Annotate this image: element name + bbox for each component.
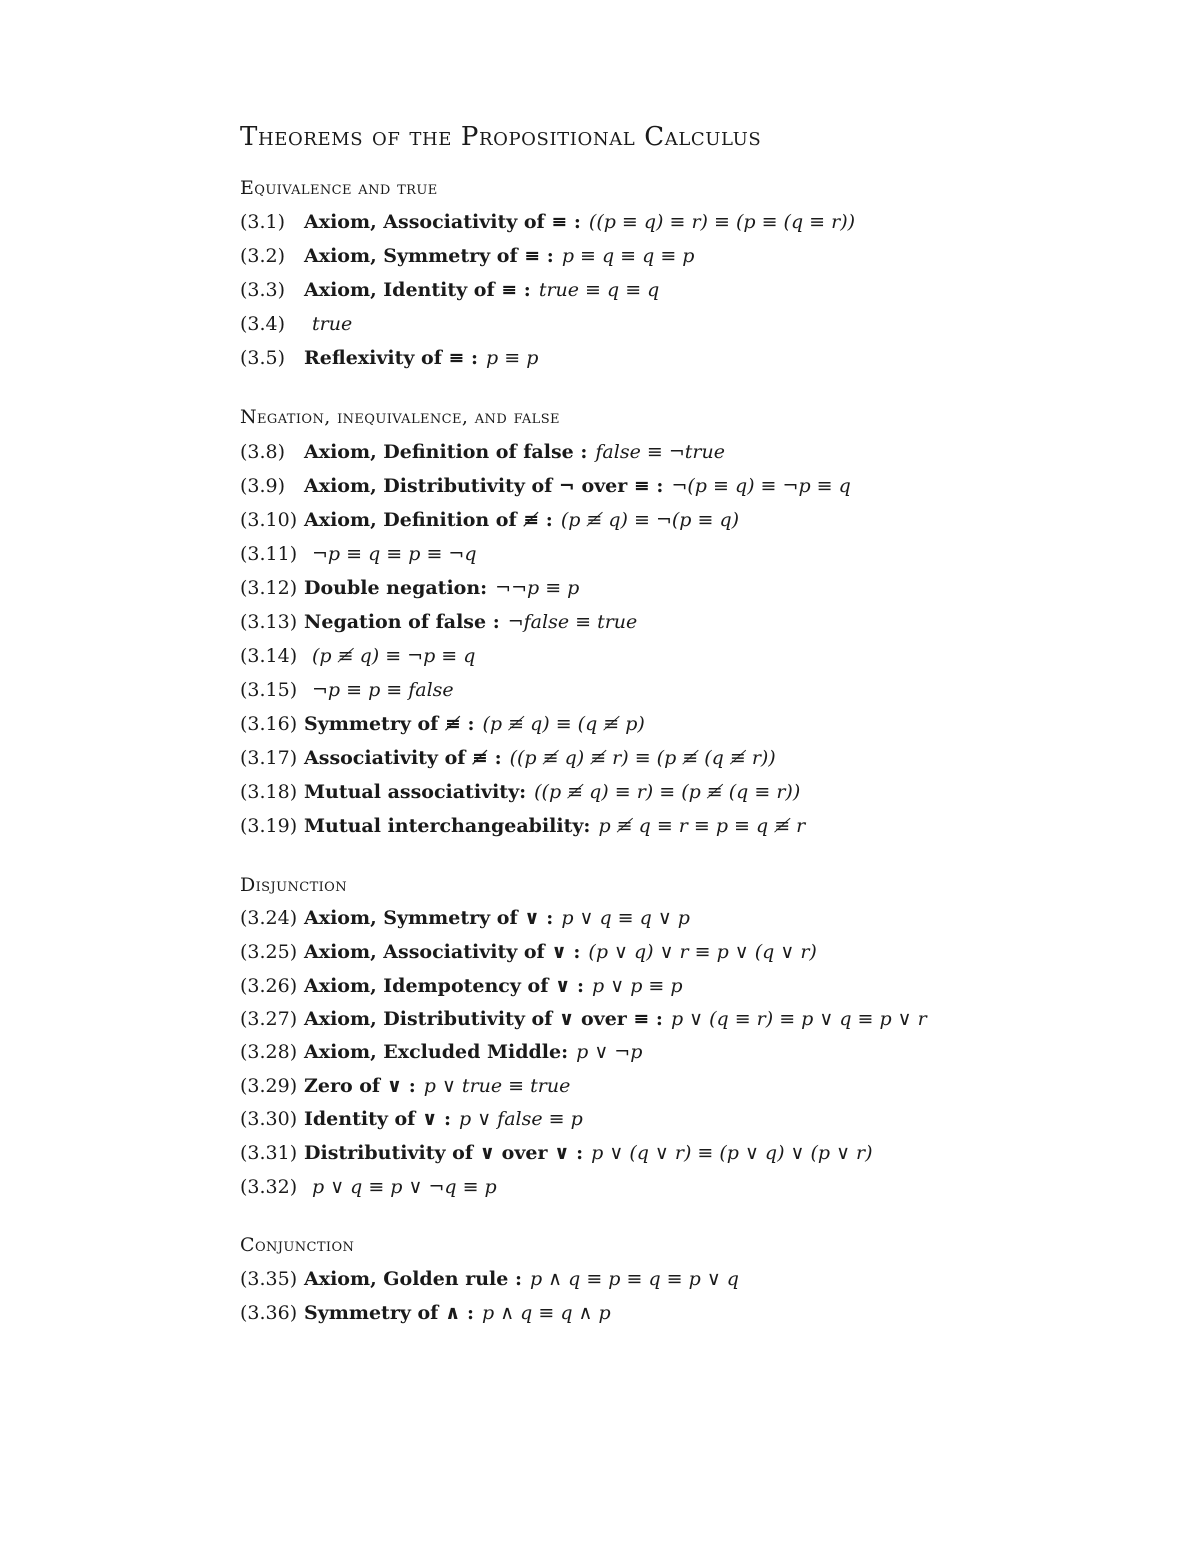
section-heading: Equivalence and true xyxy=(240,177,438,199)
theorem-number: (3.28) xyxy=(240,1041,298,1063)
page-title: Theorems of the Propositional Calculus xyxy=(240,122,762,152)
theorem-expression: p ∨ (q ∨ r) ≡ (p ∨ q) ∨ (p ∨ r) xyxy=(591,1142,873,1164)
theorem-row xyxy=(240,1298,611,1328)
theorem-row xyxy=(240,811,805,841)
theorem-name: Identity of ∨ : xyxy=(304,1108,452,1130)
theorem-name: Axiom, Definition of false : xyxy=(304,441,588,463)
theorem-expression: ¬p ≡ q ≡ p ≡ ¬q xyxy=(312,543,477,565)
theorem-number: (3.11) xyxy=(240,543,298,565)
theorem-number: (3.8) xyxy=(240,441,286,463)
theorem-expression: (p ≢ q) ≡ ¬(p ≡ q) xyxy=(560,509,740,531)
theorem-row xyxy=(240,971,683,1001)
theorem-number: (3.17) xyxy=(240,747,298,769)
theorem-expression: p ∨ q ≡ p ∨ ¬q ≡ p xyxy=(312,1176,497,1198)
theorem-expression: p ∨ ¬p xyxy=(576,1041,643,1063)
theorem-number: (3.2) xyxy=(240,245,286,267)
theorem-number: (3.19) xyxy=(240,815,298,837)
theorem-row xyxy=(240,505,739,535)
theorem-name: Axiom, Associativity of ≡ : xyxy=(304,211,581,233)
theorem-row xyxy=(240,1264,739,1294)
theorem-expression: p ∨ (q ≡ r) ≡ p ∨ q ≡ p ∨ r xyxy=(670,1008,927,1030)
theorem-name: Double negation: xyxy=(304,577,488,599)
theorem-row xyxy=(240,777,800,807)
theorem-row xyxy=(240,1037,642,1067)
theorem-name: Axiom, Symmetry of ∨ : xyxy=(304,907,554,929)
theorem-number: (3.26) xyxy=(240,975,298,997)
theorem-number: (3.29) xyxy=(240,1075,298,1097)
theorem-number: (3.36) xyxy=(240,1302,298,1324)
theorem-row xyxy=(240,573,579,603)
theorem-expression: false ≡ ¬true xyxy=(595,441,725,463)
section-heading: Conjunction xyxy=(240,1234,355,1256)
theorem-row xyxy=(240,675,454,705)
theorem-name: Axiom, Distributivity of ¬ over ≡ : xyxy=(304,475,664,497)
theorem-name: Axiom, Golden rule : xyxy=(304,1268,522,1290)
theorem-expression: p ∧ q ≡ p ≡ q ≡ p ∨ q xyxy=(529,1268,739,1290)
theorem-expression: p ∨ false ≡ p xyxy=(459,1108,583,1130)
theorem-number: (3.5) xyxy=(240,347,286,369)
theorem-expression: p ∨ q ≡ q ∨ p xyxy=(561,907,690,929)
theorem-name: Mutual associativity: xyxy=(304,781,527,803)
theorem-name: Negation of false : xyxy=(304,611,500,633)
theorem-name: Symmetry of ∧ : xyxy=(304,1302,475,1324)
theorem-row xyxy=(240,207,855,237)
theorem-row xyxy=(240,1138,873,1168)
theorem-row xyxy=(240,709,645,739)
theorem-number: (3.13) xyxy=(240,611,298,633)
theorem-number: (3.15) xyxy=(240,679,298,701)
theorem-number: (3.35) xyxy=(240,1268,298,1290)
theorem-expression: (p ∨ q) ∨ r ≡ p ∨ (q ∨ r) xyxy=(588,941,817,963)
theorem-name: Axiom, Idempotency of ∨ : xyxy=(304,975,585,997)
theorem-expression: p ≡ p xyxy=(486,347,539,369)
section-heading: Disjunction xyxy=(240,874,348,896)
theorem-expression: ((p ≡ q) ≡ r) ≡ (p ≡ (q ≡ r)) xyxy=(588,211,856,233)
theorem-expression: true xyxy=(312,313,353,335)
theorem-row xyxy=(240,607,637,637)
theorem-number: (3.24) xyxy=(240,907,298,929)
theorem-expression: ¬¬p ≡ p xyxy=(495,577,580,599)
theorem-name: Axiom, Definition of ≢ : xyxy=(304,509,553,531)
theorem-row xyxy=(240,275,659,305)
theorem-row xyxy=(240,903,690,933)
theorem-number: (3.1) xyxy=(240,211,286,233)
theorem-row xyxy=(240,1104,583,1134)
theorem-number: (3.14) xyxy=(240,645,298,667)
theorem-name: Axiom, Distributivity of ∨ over ≡ : xyxy=(304,1008,663,1030)
theorem-name: Axiom, Associativity of ∨ : xyxy=(304,941,581,963)
theorem-row xyxy=(240,241,694,271)
theorem-number: (3.10) xyxy=(240,509,298,531)
theorem-name: Axiom, Identity of ≡ : xyxy=(304,279,531,301)
theorem-row xyxy=(240,1004,927,1034)
theorem-number: (3.25) xyxy=(240,941,298,963)
theorem-name: Symmetry of ≢ : xyxy=(304,713,475,735)
theorem-expression: (p ≢ q) ≡ (q ≢ p) xyxy=(482,713,645,735)
theorem-row xyxy=(240,641,475,671)
theorem-number: (3.9) xyxy=(240,475,286,497)
theorem-number: (3.18) xyxy=(240,781,298,803)
theorem-number: (3.30) xyxy=(240,1108,298,1130)
theorem-row xyxy=(240,539,477,569)
theorem-expression: true ≡ q ≡ q xyxy=(538,279,660,301)
theorem-name: Associativity of ≢ : xyxy=(304,747,502,769)
theorem-expression: (p ≢ q) ≡ ¬p ≡ q xyxy=(312,645,476,667)
theorem-expression: p ∨ true ≡ true xyxy=(423,1075,571,1097)
theorem-expression: ((p ≢ q) ≡ r) ≡ (p ≢ (q ≡ r)) xyxy=(534,781,801,803)
theorem-expression: ((p ≢ q) ≢ r) ≡ (p ≢ (q ≢ r)) xyxy=(509,747,776,769)
theorem-name: Zero of ∨ : xyxy=(304,1075,416,1097)
theorem-number: (3.32) xyxy=(240,1176,298,1198)
theorem-row xyxy=(240,937,817,967)
theorem-name: Reflexivity of ≡ : xyxy=(304,347,479,369)
theorem-row xyxy=(240,1172,497,1202)
theorem-number: (3.3) xyxy=(240,279,286,301)
theorem-row xyxy=(240,437,725,467)
theorem-expression: ¬false ≡ true xyxy=(507,611,638,633)
theorem-row xyxy=(240,309,352,339)
section-heading: Negation, inequivalence, and false xyxy=(240,406,560,428)
theorem-expression: ¬(p ≡ q) ≡ ¬p ≡ q xyxy=(671,475,851,497)
theorem-name: Axiom, Excluded Middle: xyxy=(304,1041,569,1063)
theorem-expression: ¬p ≡ p ≡ false xyxy=(312,679,454,701)
theorem-name: Mutual interchangeability: xyxy=(304,815,591,837)
theorem-name: Distributivity of ∨ over ∨ : xyxy=(304,1142,584,1164)
theorem-name: Axiom, Symmetry of ≡ : xyxy=(304,245,554,267)
theorem-number: (3.27) xyxy=(240,1008,298,1030)
theorem-expression: p ≡ q ≡ q ≡ p xyxy=(561,245,695,267)
theorem-expression: p ∧ q ≡ q ∧ p xyxy=(482,1302,611,1324)
theorem-expression: p ∨ p ≡ p xyxy=(592,975,683,997)
theorem-number: (3.4) xyxy=(240,313,286,335)
theorem-expression: p ≢ q ≡ r ≡ p ≡ q ≢ r xyxy=(598,815,806,837)
theorem-row xyxy=(240,343,538,373)
theorem-number: (3.16) xyxy=(240,713,298,735)
theorem-row xyxy=(240,1071,570,1101)
theorem-row xyxy=(240,471,851,501)
theorem-row xyxy=(240,743,776,773)
theorem-number: (3.12) xyxy=(240,577,298,599)
theorem-number: (3.31) xyxy=(240,1142,298,1164)
